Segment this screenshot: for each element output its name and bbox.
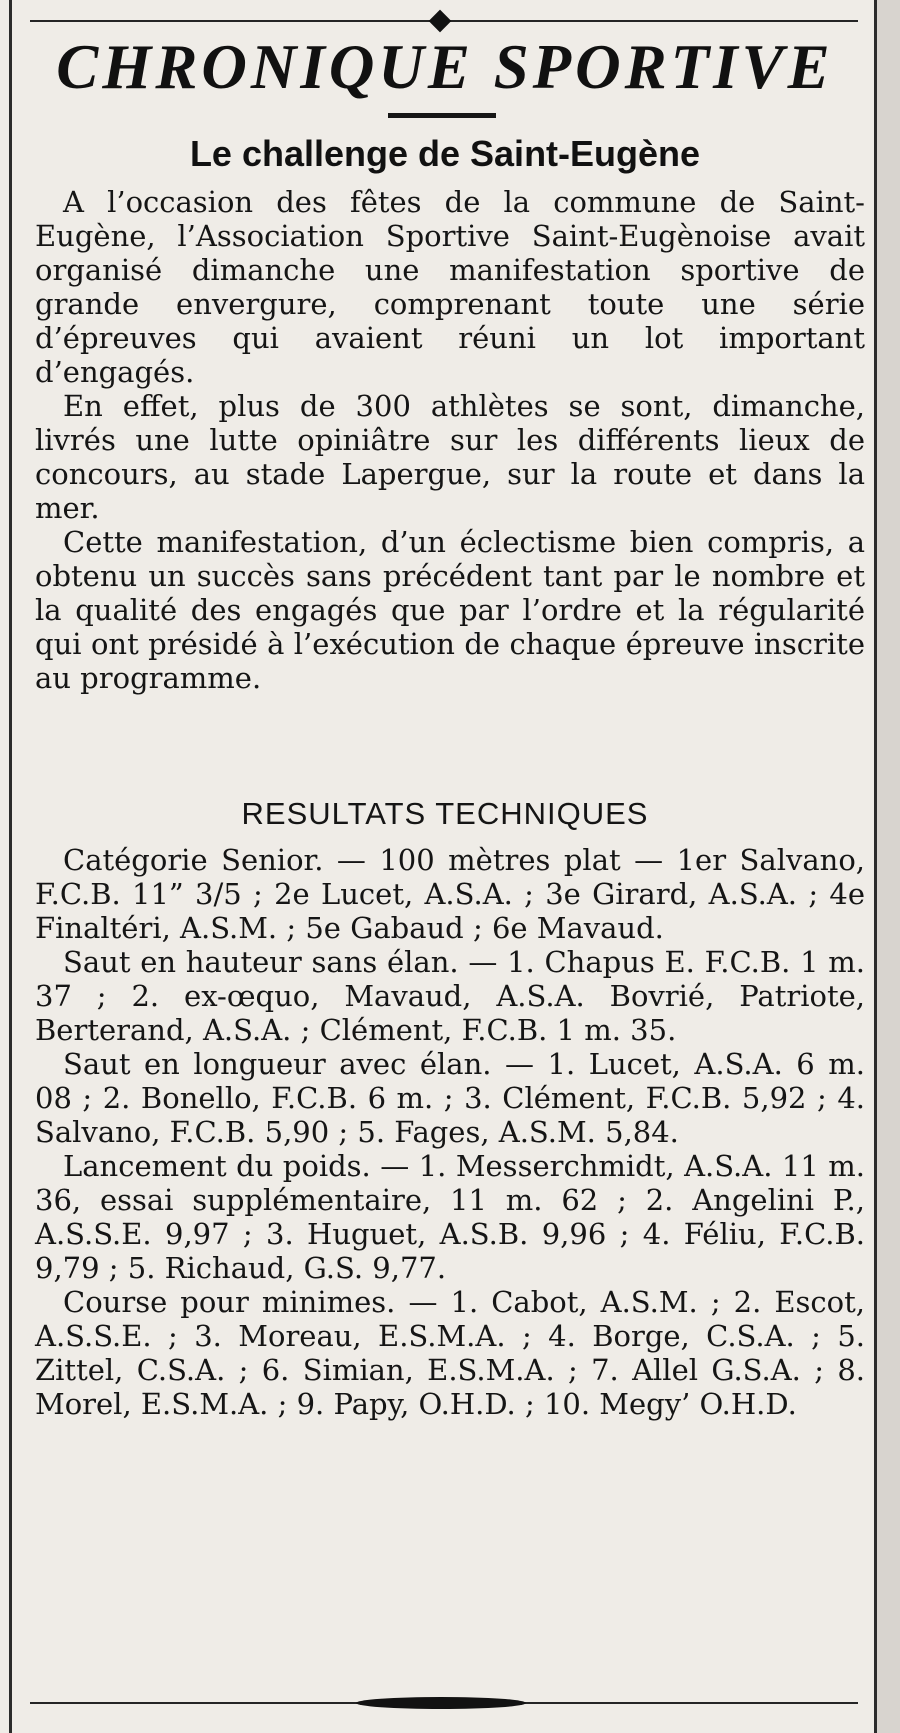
results-title: RESULTATS TECHNIQUES xyxy=(241,796,649,831)
result-long-jump: Saut en longueur avec élan. — 1. Lucet, A.S.A. 6 m. 08 ; 2. Bonello, F.C.B. 6 m. ; 3. Clément, F.C.B. 5,92 ; 4. Salvano, F.C.B. 5,90 ; 5. Fages, A.S.M. 5,84. xyxy=(35,1047,865,1149)
article-body xyxy=(35,185,865,695)
results-body xyxy=(35,843,865,1421)
result-high-jump: Saut en hauteur sans élan. — 1. Chapus E. F.C.B. 1 m. 37 ; 2. ex-œquo, Mavaud, A.S.A. Bovrié, Patriote, Berterand, A.S.A. ; Clément, F.C.B. 1 m. 35. xyxy=(35,945,865,1047)
subheadline: Le challenge de Saint-Eugène xyxy=(189,133,701,174)
article-paragraph-1: A l’occasion des fêtes de la commune de Saint-Eugène, l’Association Sportive Saint-Eugènoise avait organisé dimanche une manifestation sportive de grande envergure, comprenant toute une série d’épreuves qui avaient réuni un lot important d’engagés. xyxy=(35,185,865,389)
top-diamond-ornament xyxy=(429,10,452,33)
left-column-rule xyxy=(9,0,12,1733)
result-senior-100m: Catégorie Senior. — 100 mètres plat — 1er Salvano, F.C.B. 11” 3/5 ; 2e Lucet, A.S.A. ; 3e Girard, A.S.A. ; 4e Finaltéri, A.S.M. ; 5e Gabaud ; 6e Mavaud. xyxy=(35,843,865,945)
result-minimes-race: Course pour minimes. — 1. Cabot, A.S.M. ; 2. Escot, A.S.S.E. ; 3. Moreau, E.S.M.A. ; 4. Borge, C.S.A. ; 5. Zittel, C.S.A. ; 6. Simian, E.S.M.A. ; 7. Allel G.S.A. ; 8. Morel, E.S.M.A. ; 9. Papy, O.H.D. ; 10. Megy’ O.H.D. xyxy=(35,1285,865,1421)
article-paragraph-3: Cette manifestation, d’un éclectisme bien compris, a obtenu un succès sans précédent tant par le nombre et la qualité des engagés que par l’ordre et la régularité qui ont présidé à l’exécution de chaque épreuve inscrite au programme. xyxy=(35,525,865,695)
headline-underline xyxy=(388,113,496,118)
bottom-ornament xyxy=(356,1697,526,1709)
headline: CHRONIQUE SPORTIVE xyxy=(56,32,834,102)
adjacent-column-edge xyxy=(877,0,900,1733)
article-paragraph-2: En effet, plus de 300 athlètes se sont, dimanche, livrés une lutte opiniâtre sur les différents lieux de concours, au stade Lapergue, sur la route et dans la mer. xyxy=(35,389,865,525)
result-shot-put: Lancement du poids. — 1. Messerchmidt, A.S.A. 11 m. 36, essai supplémentaire, 11 m. 62 ; 2. Angelini P., A.S.S.E. 9,97 ; 3. Huguet, A.S.B. 9,96 ; 4. Féliu, F.C.B. 9,79 ; 5. Richaud, G.S. 9,77. xyxy=(35,1149,865,1285)
